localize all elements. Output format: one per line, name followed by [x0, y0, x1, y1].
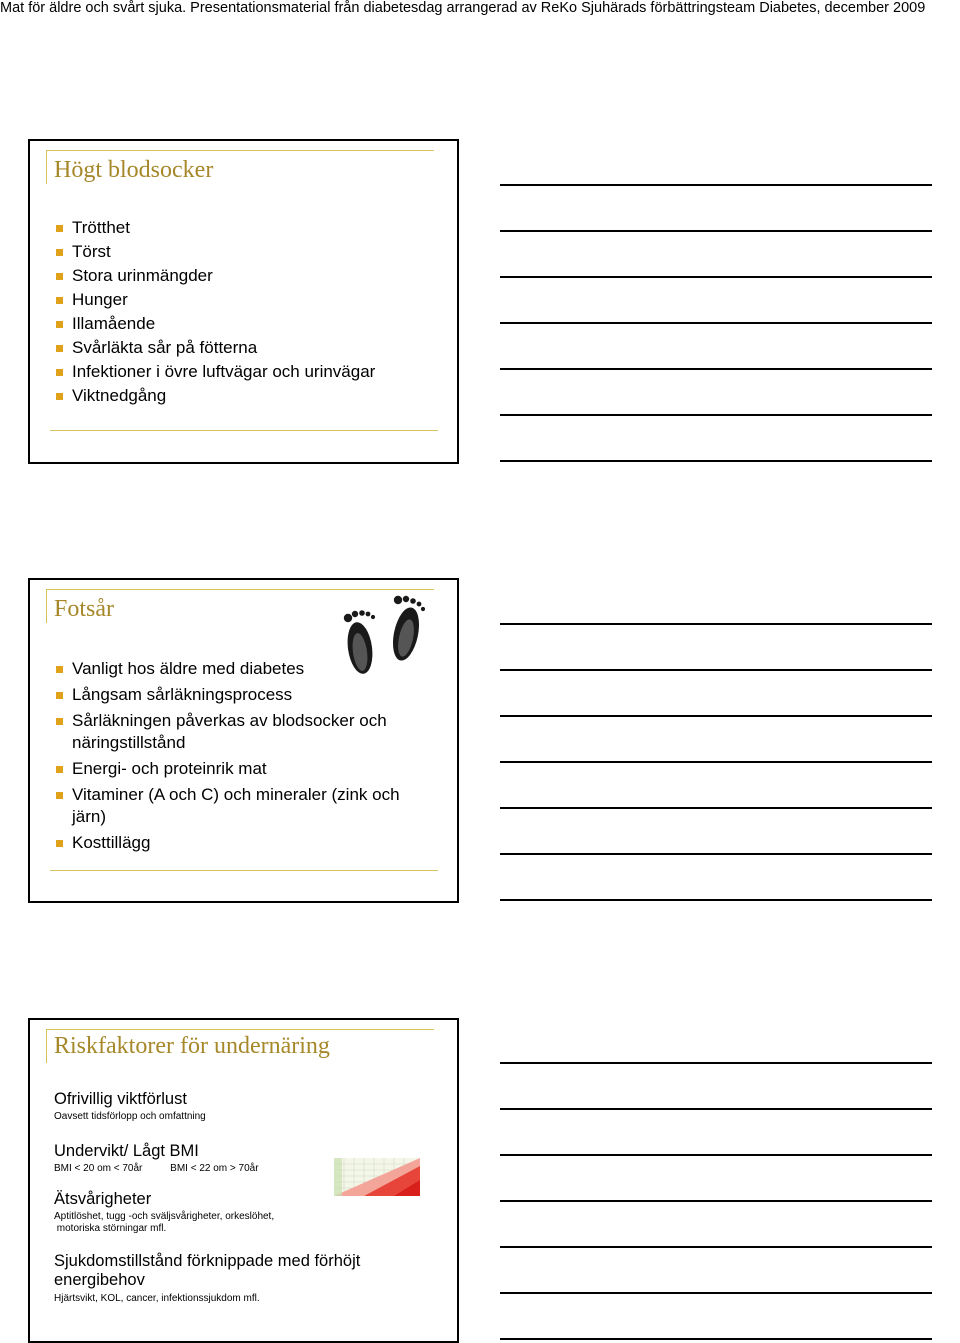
bmi-chart-thumbnail	[334, 1158, 420, 1196]
notes-lines	[500, 184, 932, 464]
note-line	[500, 230, 932, 232]
list-item: Törst	[56, 240, 436, 264]
note-line	[500, 414, 932, 416]
note-line	[500, 715, 932, 717]
note-line	[500, 184, 932, 186]
list-item: Långsam sårläkningsprocess	[56, 684, 426, 706]
bullet-icon	[56, 393, 63, 400]
note-line	[500, 322, 932, 324]
note-line	[500, 669, 932, 671]
note-line	[500, 899, 932, 901]
slide-title: Högt blodsocker	[54, 157, 214, 183]
list-item: Infektioner i övre luftvägar och urinvägar	[56, 360, 436, 384]
risk-subtext: Hjärtsvikt, KOL, cancer, infektionssjukdom mfl.	[54, 1293, 260, 1304]
risk-heading: Ofrivillig viktförlust	[54, 1090, 187, 1108]
note-line	[500, 1062, 932, 1064]
slide-title: Fotsår	[54, 596, 114, 622]
note-line	[500, 368, 932, 370]
bullet-icon	[56, 840, 63, 847]
slide-top-rule	[46, 150, 434, 151]
bullet-icon	[56, 692, 63, 699]
risk-subtext: Oavsett tidsförlopp och omfattning	[54, 1111, 206, 1122]
list-item: Viktnedgång	[56, 384, 436, 408]
slide-riskfaktorer	[28, 1018, 459, 1343]
risk-heading: Undervikt/ Lågt BMI	[54, 1142, 199, 1160]
bullet-icon	[56, 666, 63, 673]
risk-subtext: motoriska störningar mfl.	[54, 1223, 167, 1234]
slide-left-rule	[46, 1029, 47, 1063]
bullet-icon	[56, 766, 63, 773]
list-item: Stora urinmängder	[56, 264, 436, 288]
note-line	[500, 1246, 932, 1248]
note-line	[500, 807, 932, 809]
list-item: Hunger	[56, 288, 436, 312]
note-line	[500, 276, 932, 278]
list-item: Trötthet	[56, 216, 436, 240]
list-item: Sårläkningen påverkas av blodsocker och näringstillstånd	[56, 710, 426, 754]
list-item: Vitaminer (A och C) och mineraler (zink och järn)	[56, 784, 426, 828]
risk-heading: Ätsvårigheter	[54, 1190, 152, 1208]
bullet-icon	[56, 249, 63, 256]
slide-bottom-rule	[50, 870, 438, 871]
slide-top-rule	[46, 589, 434, 590]
slide-title: Riskfaktorer för undernäring	[54, 1033, 330, 1059]
slide-left-rule	[46, 150, 47, 184]
bullet-icon	[56, 369, 63, 376]
note-line	[500, 761, 932, 763]
notes-lines	[500, 1062, 932, 1342]
risk-heading: Sjukdomstillstånd förknippade med förhöjt energibehov	[54, 1252, 361, 1289]
list-item: Svårläkta sår på fötterna	[56, 336, 436, 360]
list-item: Vanligt hos äldre med diabetes	[56, 658, 426, 680]
list-item: Kosttillägg	[56, 832, 426, 854]
list-item: Energi- och proteinrik mat	[56, 758, 426, 780]
bullet-icon	[56, 792, 63, 799]
bullet-icon	[56, 273, 63, 280]
slide-fotsar	[28, 578, 459, 903]
note-line	[500, 1338, 932, 1340]
slide-top-rule	[46, 1029, 434, 1030]
slide-hogt-blodsocker	[28, 139, 459, 464]
note-line	[500, 1292, 932, 1294]
bullet-icon	[56, 718, 63, 725]
bullet-icon	[56, 321, 63, 328]
bullet-list	[56, 216, 436, 408]
page-header: Mat för äldre och svårt sjuka. Presentationsmaterial från diabetesdag arrangerad av ReKo Sjuhärads förbättringsteam Diabetes, december 2009	[0, 0, 926, 16]
slide-bottom-rule	[50, 430, 438, 431]
risk-subtext: BMI < 20 om < 70år BMI < 22 om > 70år	[54, 1163, 259, 1174]
note-line	[500, 623, 932, 625]
note-line	[500, 460, 932, 462]
notes-lines	[500, 623, 932, 903]
bullet-icon	[56, 297, 63, 304]
slide-left-rule	[46, 589, 47, 623]
note-line	[500, 1154, 932, 1156]
risk-subtext: Aptitlöshet, tugg -och sväljsvårigheter, orkeslöhet,	[54, 1211, 275, 1222]
bullet-icon	[56, 225, 63, 232]
list-item: Illamående	[56, 312, 436, 336]
bullet-list	[56, 658, 426, 858]
note-line	[500, 1200, 932, 1202]
note-line	[500, 1108, 932, 1110]
note-line	[500, 853, 932, 855]
bullet-icon	[56, 345, 63, 352]
